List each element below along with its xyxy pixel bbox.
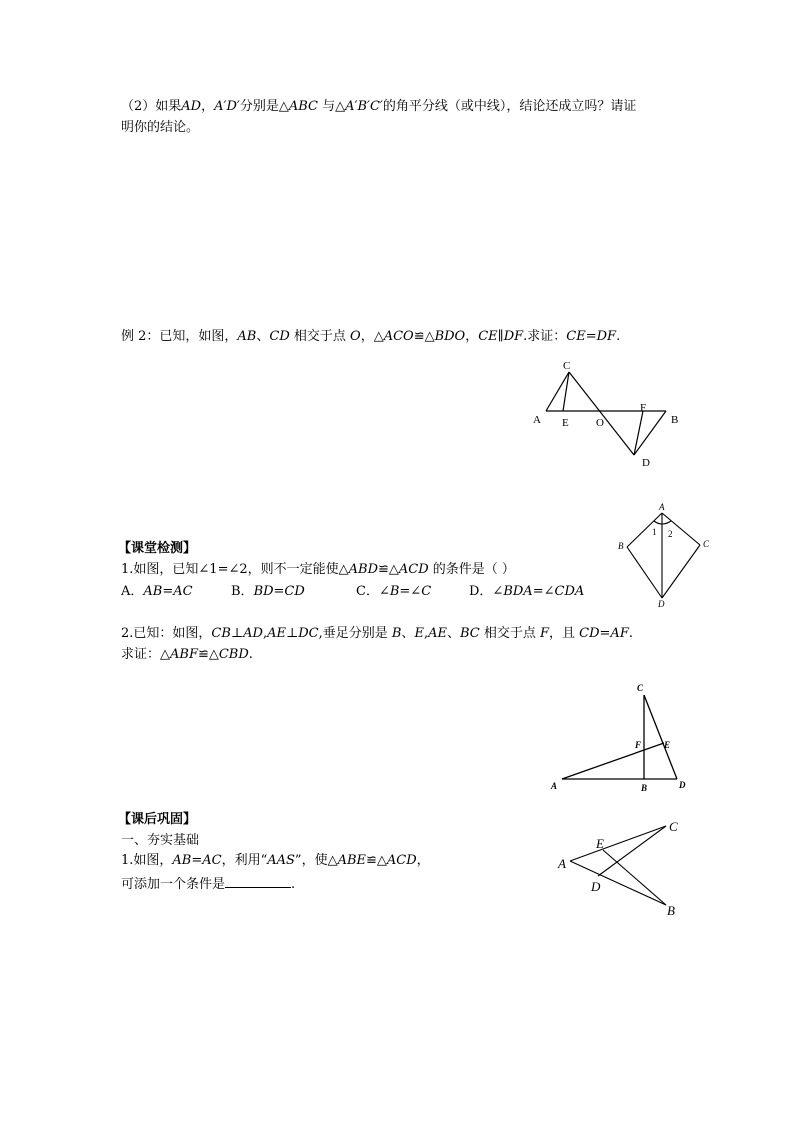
q2c-ad: AD (243, 626, 263, 641)
option-c-mid: =∠ (399, 584, 422, 599)
after-q1-line2 (121, 875, 295, 893)
ex2-text7: ∥ (497, 329, 504, 344)
q2-triangle-abc: ABC (288, 99, 318, 114)
ex2-text5: ≌△ (413, 329, 435, 344)
fig1-label-a: A (533, 414, 541, 426)
ex2-cd: CD (269, 329, 290, 344)
fig2-segment-ab (627, 513, 662, 547)
fig1-label-d: D (642, 457, 650, 469)
check-q1-option-d (469, 584, 584, 600)
q2c-text4: ，且 (549, 626, 580, 641)
q2c-eq: CD=AF (579, 626, 629, 641)
q2c-ae2: AE (428, 626, 447, 641)
check-q1-text1: 1.如图，已知∠1=∠2，则不一定能使△ (121, 562, 349, 577)
fig1-segment-cd (569, 372, 634, 455)
ex2-text8: .求证： (523, 329, 567, 344)
q2c-abf: ABF (170, 647, 198, 662)
option-c-label: C．∠ (356, 584, 390, 599)
ex2-df2: DF (596, 329, 617, 344)
after-q1-eq: AB=AC (172, 853, 222, 868)
option-d-bda: BDA (503, 584, 533, 599)
after-q1-text3: ”，使△ (294, 853, 338, 868)
ex2-aco: ACO (383, 329, 414, 344)
q2c-cb: CB (211, 626, 231, 641)
ex2-text10: . (616, 329, 621, 344)
fig2-label-b: B (618, 541, 624, 551)
fig1-segment-ce (563, 372, 569, 411)
q2c-text1: 2.已知：如图， (121, 626, 212, 641)
option-b-text: BD=CD (253, 584, 305, 599)
option-d-cda: CDA (554, 584, 585, 599)
q2-sep: ， (201, 99, 215, 114)
fig3-label-d: D (679, 780, 686, 790)
after-q1-line1 (121, 853, 430, 869)
q2c-f: F (540, 626, 550, 641)
ex2-ce2: CE (566, 329, 586, 344)
q2c-text3: 相交于点 (479, 626, 540, 641)
q2-segment-adp: A′D′ (214, 99, 240, 114)
after-q1-acd: ACD (386, 853, 417, 868)
fig2-segment-cd (662, 545, 700, 598)
after-section: 一、夯实基础 (121, 833, 200, 848)
ex2-ab: AB (237, 329, 257, 344)
fig1-segment-ac (546, 372, 569, 411)
fig2-label-a: A (659, 502, 665, 512)
fig4-label-e: E (596, 836, 604, 851)
q2c-cbd: CBD (218, 647, 249, 662)
q2c-ae: AE (267, 626, 286, 641)
fig3-segment-cd (644, 695, 677, 779)
fig3-segment-ae (562, 743, 664, 779)
after-q1-text1: 1.如图， (121, 853, 173, 868)
fig4-segment-cd (598, 826, 666, 876)
q2-segment-ad: AD (181, 99, 202, 114)
ex2-text4: ，△ (360, 329, 384, 344)
fig2-label-d: D (658, 599, 665, 609)
ex2-text1: 例 2：已知，如图， (121, 329, 238, 344)
q2c-text5: . (628, 626, 633, 641)
q2-text-mid3: 的角平分线（或中线），结论还成立吗？请证 (382, 99, 637, 114)
option-b-label: B． (231, 584, 254, 599)
check-q1-acd: ACD (398, 562, 429, 577)
after-q1-aas: AAS (267, 853, 295, 868)
check-q1-text3: 的条件是（ ） (428, 562, 515, 577)
fig2-label-2: 2 (668, 529, 673, 539)
q2c-sep3: , (423, 626, 429, 641)
after-q1-text4: ≌△ (366, 853, 387, 868)
q2c-e: E (414, 626, 424, 641)
fig2-segment-bd (627, 547, 662, 598)
q2-line2: 明你的结论。 (121, 120, 200, 135)
option-d-label: D．∠ (469, 584, 504, 599)
fig4-label-a: A (558, 856, 566, 871)
option-a-text: AB=AC (143, 584, 193, 599)
ex2-df: DF (503, 329, 524, 344)
ex2-o: O (350, 329, 361, 344)
fig4-segment-ab (570, 861, 666, 905)
q2c-sep2: 、 (401, 626, 415, 641)
after-q1-end: . (291, 877, 296, 892)
q2c-sep1: , (262, 626, 268, 641)
fig1-label-c: C (563, 360, 571, 372)
check-q1-option-c (356, 584, 431, 600)
q2c-dc: DC (298, 626, 319, 641)
check-q1-text2: ≌△ (378, 562, 399, 577)
fig1-label-b: B (671, 414, 679, 426)
fig3-label-a: A (551, 781, 558, 791)
after-heading: 【课后巩固】 (118, 812, 197, 827)
q2c-text2: ,垂足分别是 (318, 626, 392, 641)
answer-blank[interactable] (225, 875, 291, 888)
ex2-text6: ， (465, 329, 479, 344)
fig1-label-o: O (596, 417, 604, 429)
q2-text-mid2: 与△ (317, 99, 346, 114)
q2c-b: B (391, 626, 402, 641)
fig2-label-c: C (703, 539, 710, 549)
q2c-proof3: . (248, 647, 253, 662)
fig1-segment-bd (634, 411, 666, 455)
fig3-label-b: B (641, 783, 648, 793)
fig3-label-e: E (664, 740, 671, 750)
after-q1-text2: ，利用“ (221, 853, 268, 868)
q2-line1 (121, 99, 636, 115)
fig4-label-b: B (667, 903, 675, 918)
fig1-label-f: F (640, 402, 647, 414)
option-a-label: A． (121, 584, 144, 599)
q2c-sep4: 、 (446, 626, 460, 641)
option-c-c: C (421, 584, 432, 599)
q2c-perp2: ⊥ (285, 626, 299, 641)
q2c-perp1: ⊥ (230, 626, 244, 641)
fig2-angle-arc (654, 521, 671, 524)
ex2-text3: 相交于点 (289, 329, 351, 344)
option-c-b: B (389, 584, 400, 599)
fig3-label-f: F (635, 740, 642, 750)
q2-text-mid1: 分别是△ (239, 99, 289, 114)
fig2-segment-ac (662, 513, 700, 545)
ex2-text2: 、 (256, 329, 270, 344)
fig1-label-e: E (562, 417, 569, 429)
fig1-segment-df (634, 411, 643, 455)
check-q2-line1 (121, 626, 633, 642)
q2-triangle-abcp: A′B′C′ (345, 99, 383, 114)
ex2-ce: CE (478, 329, 498, 344)
fig4-label-c: C (669, 819, 678, 834)
ex2-text9: = (585, 329, 597, 344)
fig4-segment-be (603, 850, 666, 905)
fig3-label-c: C (637, 683, 644, 693)
check-heading: 【课堂检测】 (118, 541, 197, 556)
option-d-mid: =∠ (532, 584, 555, 599)
after-q1-text5: ， (416, 853, 430, 868)
q2c-proof1: 求证：△ (121, 647, 170, 662)
q2c-bc: BC (459, 626, 480, 641)
check-q1 (121, 562, 515, 578)
fig4-label-d: D (591, 879, 601, 894)
fig4-segment-ac (570, 826, 666, 861)
fig2-label-1: 1 (652, 527, 657, 537)
check-q1-option-a (121, 584, 193, 600)
ex2-bdo: BDO (434, 329, 466, 344)
q2-text: （2）如果 (121, 99, 182, 114)
check-q1-abd: ABD (348, 562, 378, 577)
check-q1-option-b (231, 584, 305, 600)
example2-statement (121, 329, 620, 345)
after-q1-abe: ABE (337, 853, 367, 868)
q2c-proof2: ≌△ (197, 647, 219, 662)
after-q1-text6: 可添加一个条件是 (121, 877, 226, 892)
check-q2-line2 (121, 647, 253, 663)
